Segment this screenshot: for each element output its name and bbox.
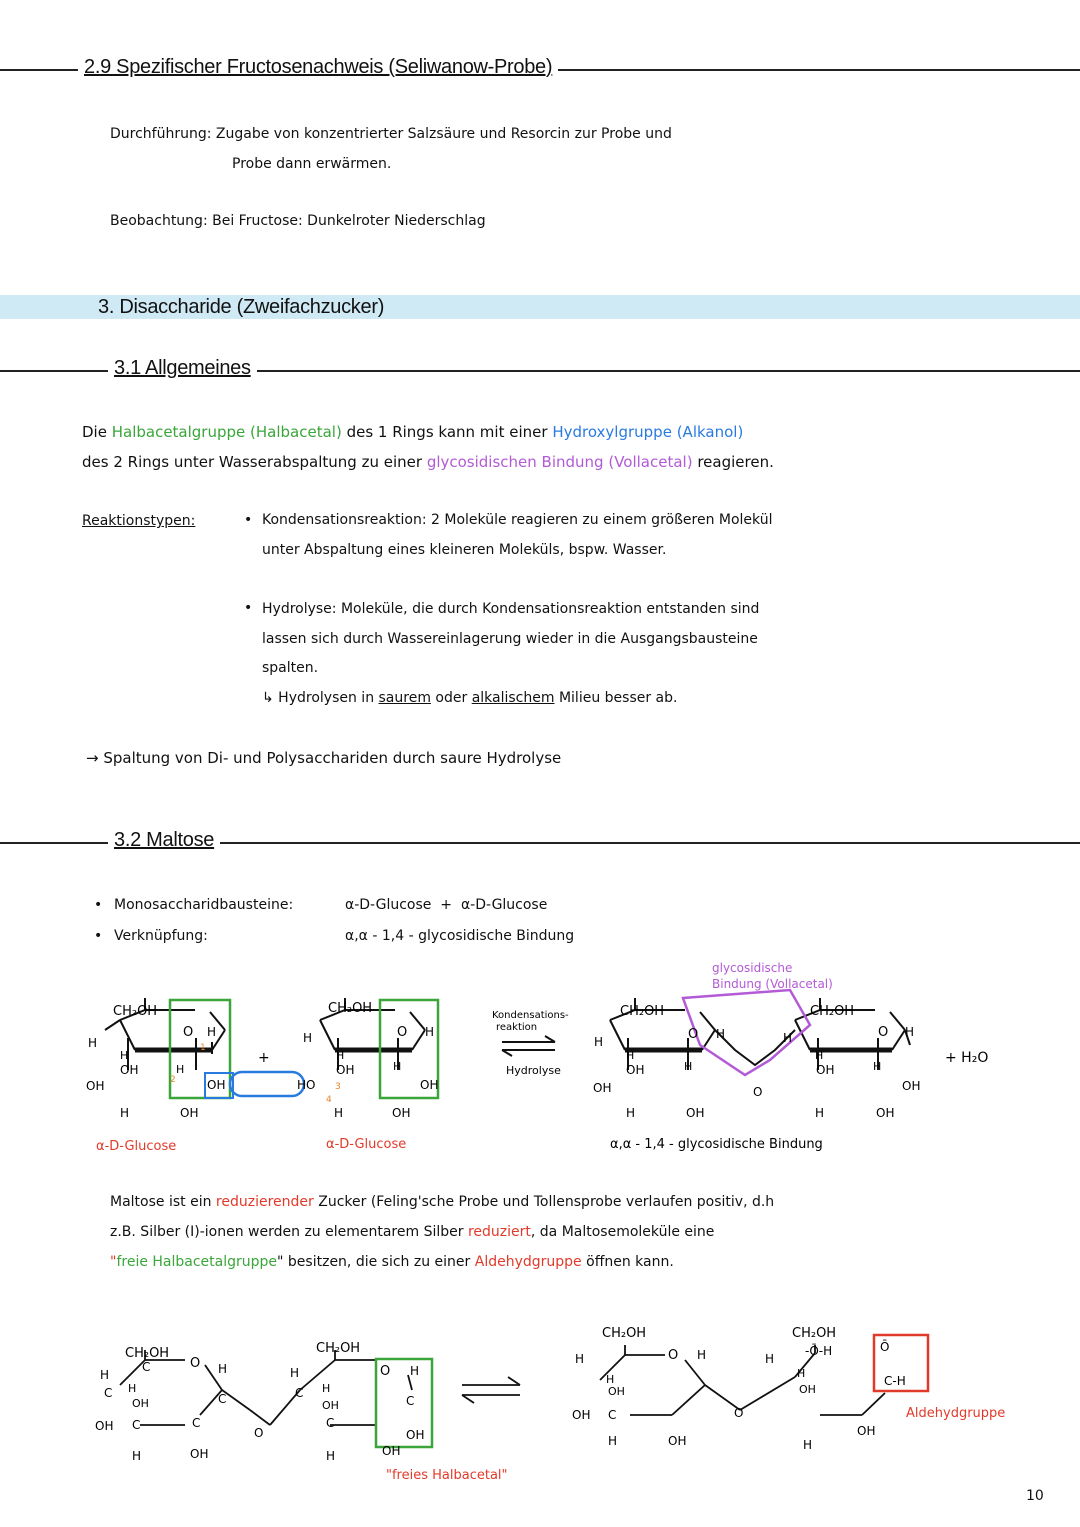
c-number-2: 2: [170, 1075, 176, 1085]
r-o-h: -Ō-H: [805, 1344, 833, 1358]
l-h-2: H: [100, 1368, 110, 1382]
r3-oh-up: OH: [626, 1063, 645, 1077]
l-c-2: C: [218, 1392, 227, 1406]
r4-oh-right: OH: [902, 1079, 921, 1093]
r-oh-1: OH: [608, 1385, 625, 1398]
intro-text: des 2 Rings unter Wasserabspaltung zu einer: [82, 453, 427, 471]
l-c-4: C: [132, 1418, 141, 1432]
r-o-bridge: O: [734, 1406, 744, 1420]
maltose-text: z.B. Silber (I)-ionen werden zu elementarem Silber: [110, 1224, 468, 1240]
r-h-3: H: [606, 1373, 615, 1386]
reduziert-term: reduziert: [467, 1224, 531, 1240]
r2-oh-bottom: OH: [392, 1106, 411, 1120]
r2-h-mid: H: [393, 1060, 402, 1073]
bridge-o: O: [753, 1085, 763, 1099]
note-alkalisch: alkalischem: [471, 690, 555, 706]
r1-h-up: H: [120, 1049, 129, 1062]
c-number-4: 4: [326, 1095, 332, 1105]
beobachtung-line: [110, 213, 486, 229]
beobachtung-text: Bei Fructose: Dunkelroter Niederschlag: [212, 213, 486, 229]
durchfuehrung-label: Durchführung:: [110, 126, 212, 142]
r-oh-2: OH: [572, 1408, 591, 1422]
r-h-7: H: [803, 1438, 813, 1452]
l-c-8: C: [406, 1394, 415, 1408]
mono-value: α-D-Glucose + α-D-Glucose: [345, 897, 548, 913]
maltose-text: , da Maltosemoleküle eine: [530, 1224, 715, 1240]
kondensation-text: 2 Moleküle reagieren zu einem größeren Molekül: [426, 512, 773, 528]
verkn-value: α,α - 1,4 - glycosidische Bindung: [345, 928, 575, 944]
r-c-1: C: [608, 1408, 617, 1422]
r2-oh-up: OH: [336, 1063, 355, 1077]
r2-ch2oh: CH₂OH: [328, 1001, 373, 1016]
l-o-bridge: O: [254, 1426, 264, 1440]
r4-o: O: [878, 1025, 889, 1040]
intro-line1: [82, 423, 743, 441]
c-number-3: 3: [335, 1082, 341, 1092]
l-h-4: H: [132, 1449, 142, 1463]
water-product: + H₂O: [945, 1050, 989, 1066]
l-gh: OH: [406, 1428, 425, 1442]
maltose-text: Maltose ist ein: [110, 1194, 216, 1210]
r4-oh-up: OH: [816, 1063, 835, 1077]
kond-label-2: reaktion: [496, 1022, 538, 1033]
r2-h-left: H: [303, 1031, 313, 1045]
l-h-5: H: [290, 1366, 300, 1380]
c-number-1: 1: [200, 1043, 206, 1053]
note-text: oder: [430, 690, 472, 706]
r-oh-3: OH: [668, 1434, 687, 1448]
r3-oh-left: OH: [593, 1081, 612, 1095]
freie-halbacetal-term: freie Halbacetalgruppe: [116, 1254, 278, 1270]
l-h-1: H: [218, 1362, 228, 1376]
hydrolyse-line1: [262, 601, 759, 617]
r-o-1: O: [668, 1348, 679, 1363]
intro-text: Die: [82, 423, 112, 441]
r-h-2: H: [575, 1352, 585, 1366]
durchfuehrung-line1: [110, 126, 672, 142]
aldehyd-term: Aldehydgruppe: [474, 1254, 582, 1270]
r2-oh-right: OH: [420, 1078, 439, 1092]
kondensation-line1: [262, 512, 773, 528]
l-o-2: O: [380, 1364, 391, 1379]
maltose-line2: [110, 1224, 714, 1240]
maltose-line3: [110, 1254, 674, 1270]
note-text: ↳ Hydrolysen in: [262, 690, 379, 706]
l-oh-3: OH: [190, 1447, 209, 1461]
r1-oh-left: OH: [86, 1079, 105, 1093]
r2-ho: HO: [297, 1078, 316, 1092]
kond-label-1: Kondensations-: [492, 1010, 569, 1021]
r4-h-up: H: [815, 1049, 824, 1062]
caption-glucose-left: α-D-Glucose: [96, 1139, 177, 1154]
l-oh-2: OH: [95, 1419, 114, 1433]
l-o-1: O: [190, 1356, 201, 1371]
r2-h-right: H: [425, 1025, 435, 1039]
r4-oh-bottom: OH: [876, 1106, 895, 1120]
r-oh-5: OH: [857, 1424, 876, 1438]
section-heading-2-9: 2.9 Spezifischer Fructosenachweis (Seliwanow-Probe): [78, 56, 558, 79]
l-oh-5: OH: [382, 1444, 401, 1458]
r1-h-right: H: [207, 1025, 217, 1039]
l-c-5: C: [192, 1416, 201, 1430]
hydrolyse-line2: lassen sich durch Wassereinlagerung wieder in die Ausgangsbausteine: [262, 631, 758, 647]
chapter-heading-3: 3. Disaccharide (Zweifachzucker): [98, 296, 385, 318]
l-ch2oh-2: CH₂OH: [316, 1341, 361, 1356]
r4-h-right: H: [905, 1025, 915, 1039]
maltose-line1: [110, 1194, 774, 1210]
r4-h-bottom: H: [815, 1106, 825, 1120]
bullet-hydrolyse: •: [244, 600, 253, 616]
section-heading-3-2: 3.2 Maltose: [108, 829, 220, 852]
r3-h-right: H: [716, 1027, 726, 1041]
plus-sign: +: [258, 1050, 270, 1066]
r3-o: O: [688, 1027, 699, 1042]
r3-ch2oh: CH₂OH: [620, 1004, 665, 1019]
r3-h-mid: H: [684, 1060, 693, 1073]
l-c-3: C: [104, 1386, 113, 1400]
r3-oh-bottom: OH: [686, 1106, 705, 1120]
r3-h-bottom: H: [626, 1106, 636, 1120]
hydrolyse-arrow-label: Hydrolyse: [506, 1064, 561, 1077]
r1-h-bottom: H: [120, 1106, 130, 1120]
spaltung-note: → Spaltung von Di- und Polysacchariden durch saure Hydrolyse: [86, 749, 562, 767]
l-h-7: H: [326, 1449, 336, 1463]
r-co-h: C-H: [884, 1374, 906, 1388]
r-oh-4: OH: [799, 1383, 816, 1396]
r-ch2oh-1: CH₂OH: [602, 1326, 647, 1341]
maltose-condensation-diagram: [0, 950, 1080, 1170]
glycosidisch-term: glycosidischen Bindung (Vollacetal): [426, 453, 693, 471]
durchfuehrung-text: Zugabe von konzentrierter Salzsäure und Resorcin zur Probe und: [215, 126, 672, 142]
r3-h-left: H: [594, 1035, 604, 1049]
l-oh-4: OH: [322, 1399, 339, 1412]
halbacetal-term: Halbacetalgruppe (Halbacetal): [111, 423, 342, 441]
hydrolyse-line3: spalten.: [262, 660, 319, 676]
verkn-bullet: •: [94, 928, 103, 944]
l-ch2oh-1: CH₂OH: [125, 1346, 170, 1361]
r-h-1: H: [697, 1348, 707, 1362]
l-oh-1: OH: [132, 1397, 149, 1410]
r4-ch2oh: CH₂OH: [810, 1004, 855, 1019]
r-h-6: H: [797, 1367, 806, 1380]
r1-ch2oh: CH₂OH: [113, 1004, 158, 1019]
hydrolyse-text: Moleküle, die durch Kondensationsreaktion entstanden sind: [336, 601, 760, 617]
freies-halbacetal-label: "freies Halbacetal": [386, 1468, 508, 1483]
r1-oh-right: OH: [207, 1078, 226, 1092]
r1-oh-bottom: OH: [180, 1106, 199, 1120]
quote-mark: ": [110, 1254, 117, 1270]
maltose-text: " besitzen, die sich zu einer: [277, 1254, 475, 1270]
r4-h-left: H: [783, 1031, 793, 1045]
maltose-text: öffnen kann.: [581, 1254, 674, 1270]
glyco-label-1: glycosidische: [712, 961, 793, 975]
l-c-7: C: [326, 1416, 335, 1430]
page-number: 10: [1026, 1488, 1044, 1504]
reduzierend-term: reduzierender: [215, 1194, 314, 1210]
hydroxyl-term: Hydroxylgruppe (Alkanol): [552, 423, 744, 441]
aldehyd-label: Aldehydgruppe: [906, 1406, 1006, 1421]
durchfuehrung-line2: Probe dann erwärmen.: [232, 156, 392, 172]
r3-h-up: H: [626, 1049, 635, 1062]
r-o-top: Ō: [880, 1340, 890, 1354]
reaktionstypen-label: Reaktionstypen:: [82, 513, 196, 529]
l-c-6: C: [295, 1386, 304, 1400]
l-h-8: H: [410, 1364, 420, 1378]
kondensation-line2: unter Abspaltung eines kleineren Moleküls, bspw. Wasser.: [262, 542, 667, 558]
intro-line2: [82, 453, 774, 471]
glyco-label-2: Bindung (Vollacetal): [712, 977, 833, 991]
intro-text: des 1 Rings kann mit einer: [341, 423, 553, 441]
r2-h-up: H: [336, 1049, 345, 1062]
r1-o: O: [183, 1025, 194, 1040]
l-h-3: H: [128, 1382, 137, 1395]
caption-glucose-mid: α-D-Glucose: [326, 1137, 407, 1152]
hydrolyse-note: [262, 690, 677, 706]
mono-bullet: •: [94, 897, 103, 913]
verkn-label: Verknüpfung:: [114, 928, 208, 944]
r4-h-mid: H: [873, 1060, 882, 1073]
mono-label: Monosaccharidbausteine:: [114, 897, 294, 913]
note-sauer: saurem: [378, 690, 431, 706]
maltose-ring-opening-diagram: [0, 1315, 1080, 1495]
maltose-text: Zucker (Feling'sche Probe und Tollensprobe verlaufen positiv, d.h: [313, 1194, 775, 1210]
r1-oh-up: OH: [120, 1063, 139, 1077]
hydrolyse-title: Hydrolyse:: [262, 601, 337, 617]
bullet-kondensation: •: [244, 512, 253, 528]
intro-text: reagieren.: [692, 453, 774, 471]
r-ch2oh-2: CH₂OH: [792, 1326, 837, 1341]
l-c-1: C: [142, 1360, 151, 1374]
r-h-4: H: [608, 1434, 618, 1448]
kondensation-title: Kondensationsreaktion:: [262, 512, 427, 528]
r2-o: O: [397, 1025, 408, 1040]
r1-h-left: H: [88, 1036, 98, 1050]
r-h-5: H: [765, 1352, 775, 1366]
caption-bond: α,α - 1,4 - glycosidische Bindung: [610, 1137, 823, 1152]
r2-h-bottom: H: [334, 1106, 344, 1120]
note-text: Milieu besser ab.: [554, 690, 678, 706]
section-heading-3-1: 3.1 Allgemeines: [108, 357, 257, 380]
hydroxyl-box: [230, 1072, 304, 1096]
r1-h-mid: H: [176, 1063, 185, 1076]
beobachtung-label: Beobachtung:: [110, 213, 208, 229]
l-h-6: H: [322, 1382, 331, 1395]
